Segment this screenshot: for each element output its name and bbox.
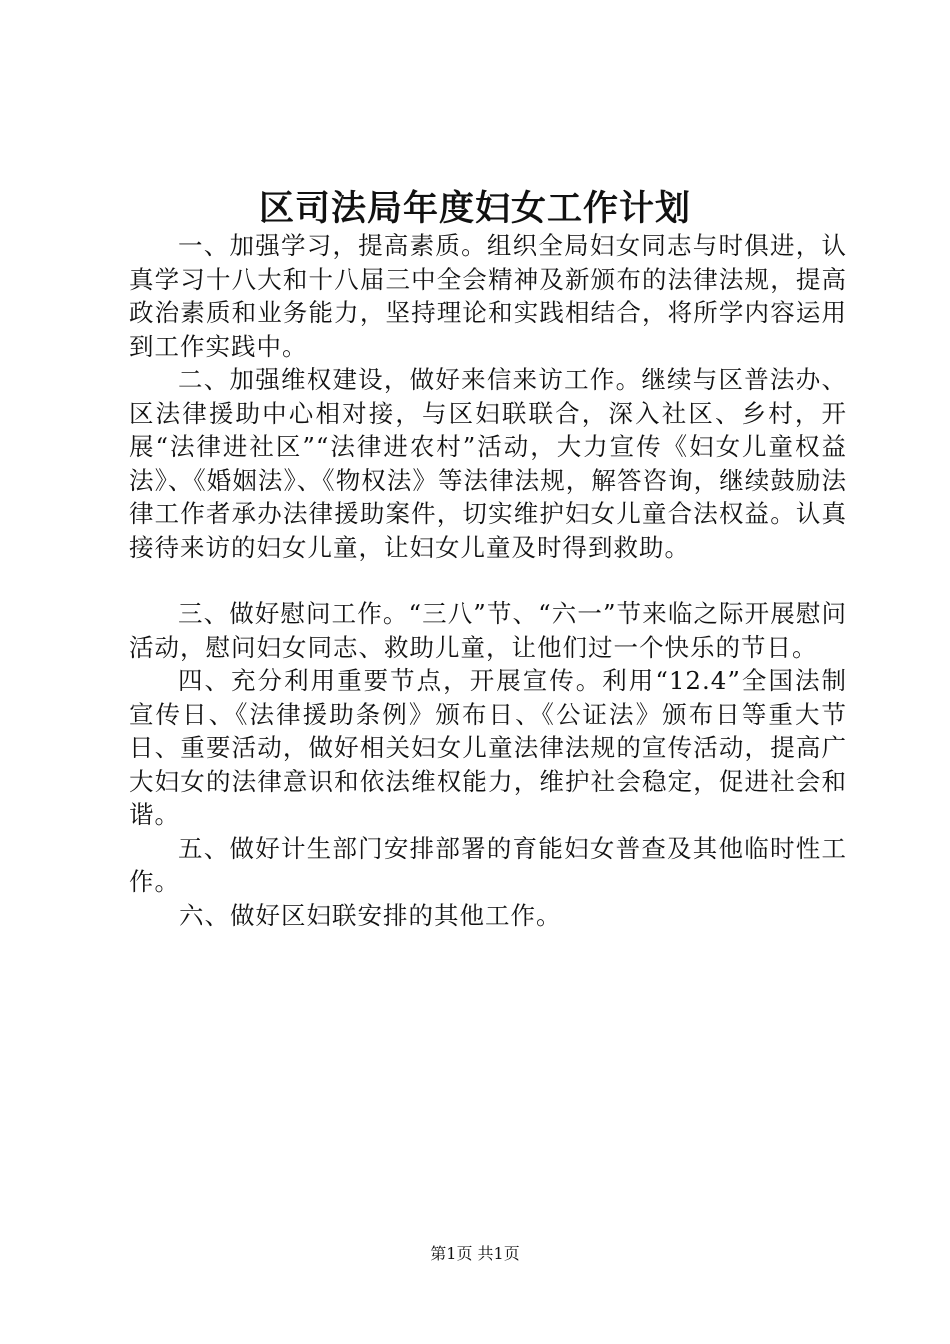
document-body — [129, 229, 847, 932]
document-title: 区司法局年度妇女工作计划 — [258, 188, 691, 229]
paragraph-4: 四、充分利用重要节点，开展宣传。利用“12.4”全国法制宣传日、《法律援助条例》颁布日、《公证法》颁布日等重大节日、重要活动，做好相关妇女儿童法律法规的宣传活动，提高广大妇女的法律意识和依法维权能力，维护社会稳定，促进社会和谐。 — [129, 666, 847, 829]
paragraph-1: 一、加强学习，提高素质。组织全局妇女同志与时俱进，认真学习十八大和十八届三中全会精神及新颁布的法律法规，提高政治素质和业务能力，坚持理论和实践相结合，将所学内容运用到工作实践中。 — [129, 231, 847, 361]
paragraph-2: 二、加强维权建设，做好来信来访工作。继续与区普法办、区法律援助中心相对接，与区妇联联合，深入社区、乡村，开展“法律进社区”“法律进农村”活动，大力宣传《妇女儿童权益法》、《婚姻法》、《物权法》等法律法规，解答咨询，继续鼓励法律工作者承办法律援助案件，切实维护妇女儿童合法权益。认真接待来访的妇女儿童，让妇女儿童及时得到救助。 — [129, 365, 847, 562]
paragraph-5: 五、做好计生部门安排部署的育能妇女普查及其他临时性工作。 — [129, 833, 847, 896]
paragraph-3: 三、做好慰问工作。“三八”节、“六一”节来临之际开展慰问活动，慰问妇女同志、救助儿童，让他们过一个快乐的节日。 — [129, 599, 847, 662]
page-footer: 第1页 共1页 — [430, 1244, 520, 1263]
paragraph-6: 六、做好区妇联安排的其他工作。 — [179, 900, 562, 930]
